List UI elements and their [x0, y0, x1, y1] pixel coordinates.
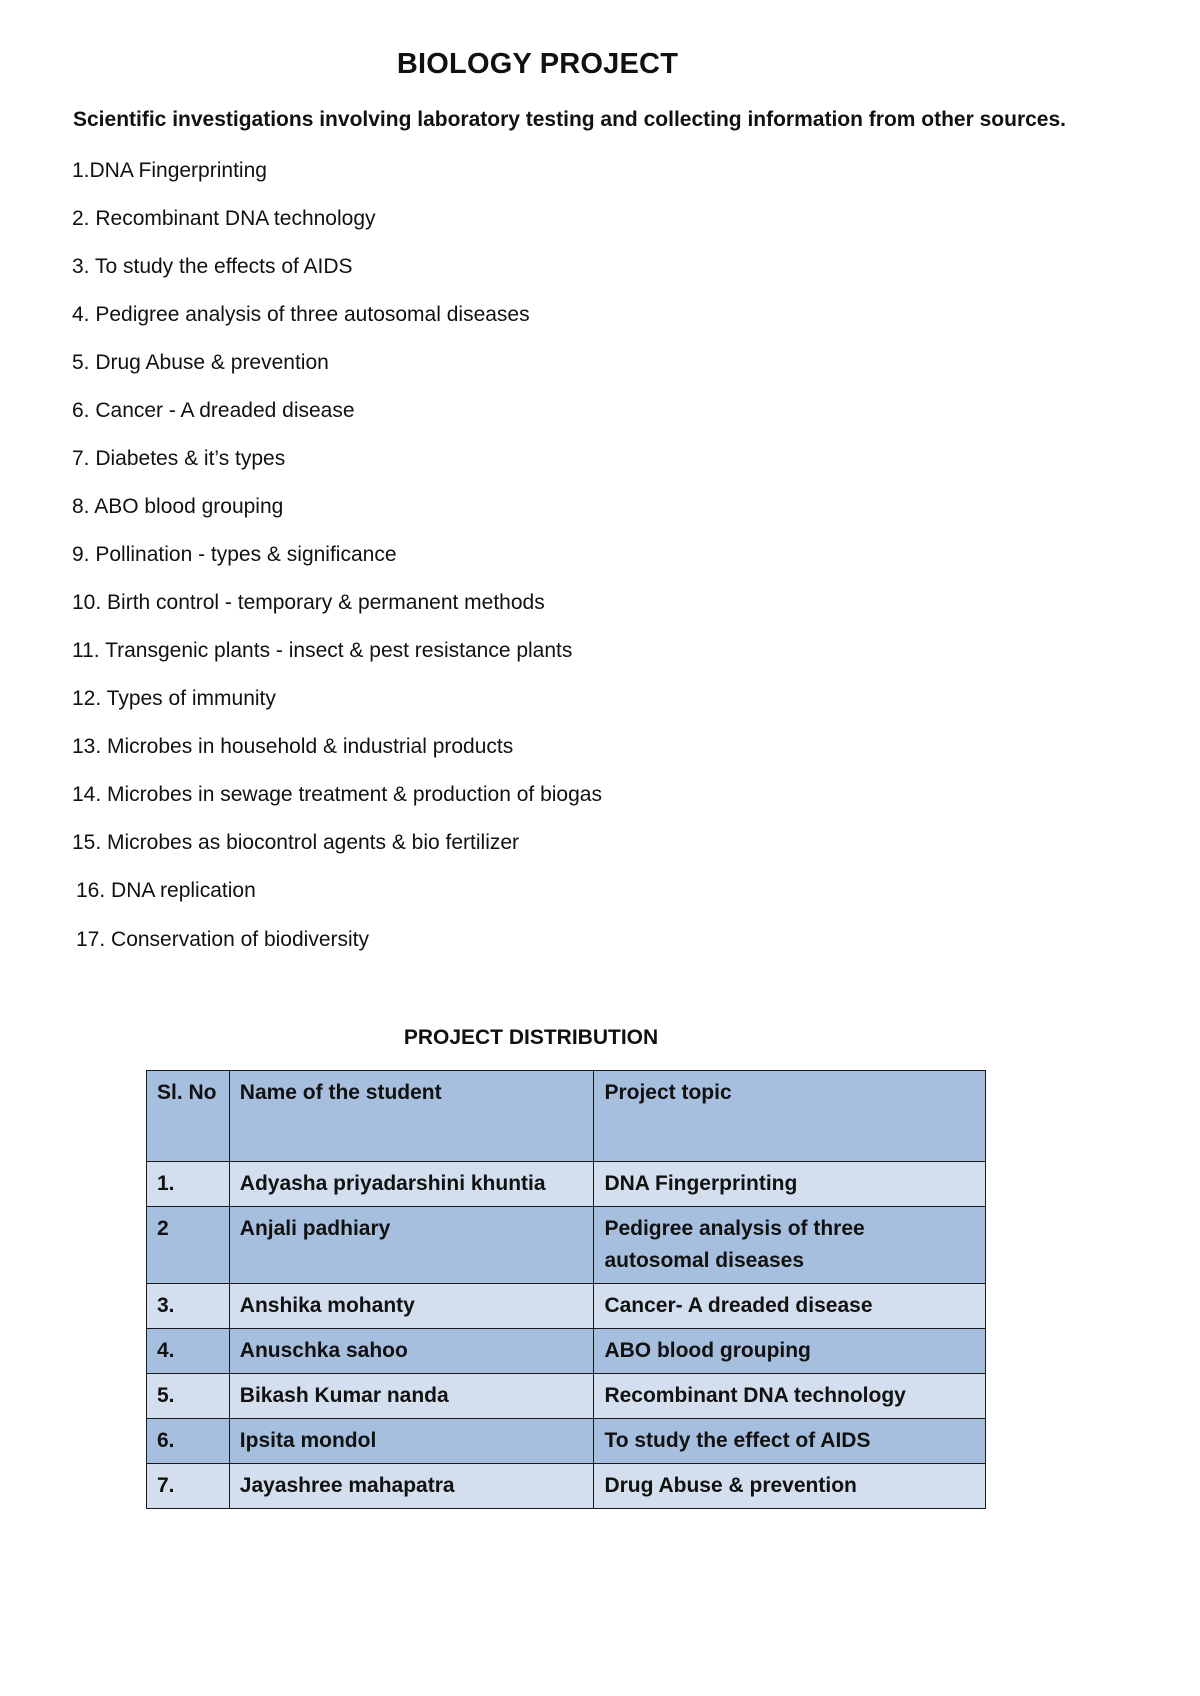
cell-student-name: Ipsita mondol [229, 1419, 594, 1464]
cell-student-name: Anuschka sahoo [229, 1329, 594, 1374]
page-title: BIOLOGY PROJECT [396, 48, 679, 80]
cell-sl-no: 2 [147, 1207, 230, 1284]
table-row [147, 1162, 986, 1207]
cell-project-topic: DNA Fingerprinting [594, 1162, 986, 1207]
cell-sl-no: 1. [147, 1162, 230, 1207]
header-project-topic: Project topic [594, 1071, 986, 1162]
table-header-row [147, 1071, 986, 1162]
distribution-table [146, 1070, 986, 1509]
list-item: 4. Pedigree analysis of three autosomal diseases [72, 303, 530, 326]
list-item: 5. Drug Abuse & prevention [72, 351, 329, 374]
list-item: 1.DNA Fingerprinting [72, 159, 267, 182]
cell-student-name: Adyasha priyadarshini khuntia [229, 1162, 594, 1207]
cell-sl-no: 5. [147, 1374, 230, 1419]
list-item: 12. Types of immunity [72, 687, 276, 710]
cell-sl-no: 6. [147, 1419, 230, 1464]
list-item: 16. DNA replication [76, 879, 256, 902]
cell-student-name: Bikash Kumar nanda [229, 1374, 594, 1419]
list-item: 9. Pollination - types & significance [72, 543, 397, 566]
cell-project-topic: Cancer- A dreaded disease [594, 1284, 986, 1329]
table-row [147, 1207, 986, 1284]
list-item: 14. Microbes in sewage treatment & production of biogas [72, 783, 602, 806]
table-row [147, 1464, 986, 1509]
cell-student-name: Anjali padhiary [229, 1207, 594, 1284]
table-row [147, 1329, 986, 1374]
list-item: 10. Birth control - temporary & permanent methods [72, 591, 545, 614]
cell-project-topic: Drug Abuse & prevention [594, 1464, 986, 1509]
list-item: 15. Microbes as biocontrol agents & bio fertilizer [72, 831, 520, 854]
cell-sl-no: 3. [147, 1284, 230, 1329]
distribution-title: PROJECT DISTRIBUTION [403, 1026, 659, 1049]
list-item: 7. Diabetes & it’s types [72, 447, 286, 470]
list-item: 8. ABO blood grouping [72, 495, 284, 518]
list-item: 6. Cancer - A dreaded disease [72, 399, 355, 422]
list-item: 2. Recombinant DNA technology [72, 207, 376, 230]
table-row [147, 1374, 986, 1419]
cell-project-topic: Recombinant DNA technology [594, 1374, 986, 1419]
cell-student-name: Jayashree mahapatra [229, 1464, 594, 1509]
table-row [147, 1284, 986, 1329]
table-row [147, 1419, 986, 1464]
cell-project-topic: Pedigree analysis of three autosomal diseases [594, 1207, 986, 1284]
list-item: 17. Conservation of biodiversity [76, 928, 369, 951]
header-student-name: Name of the student [229, 1071, 594, 1162]
cell-sl-no: 4. [147, 1329, 230, 1374]
list-item: 11. Transgenic plants - insect & pest resistance plants [72, 639, 573, 662]
list-item: 3. To study the effects of AIDS [72, 255, 353, 278]
cell-project-topic: To study the effect of AIDS [594, 1419, 986, 1464]
cell-sl-no: 7. [147, 1464, 230, 1509]
cell-student-name: Anshika mohanty [229, 1284, 594, 1329]
header-sl-no: Sl. No [147, 1071, 230, 1162]
intro-text: Scientific investigations involving laboratory testing and collecting information from other sources. [73, 108, 1066, 131]
list-item: 13. Microbes in household & industrial products [72, 735, 514, 758]
cell-project-topic: ABO blood grouping [594, 1329, 986, 1374]
